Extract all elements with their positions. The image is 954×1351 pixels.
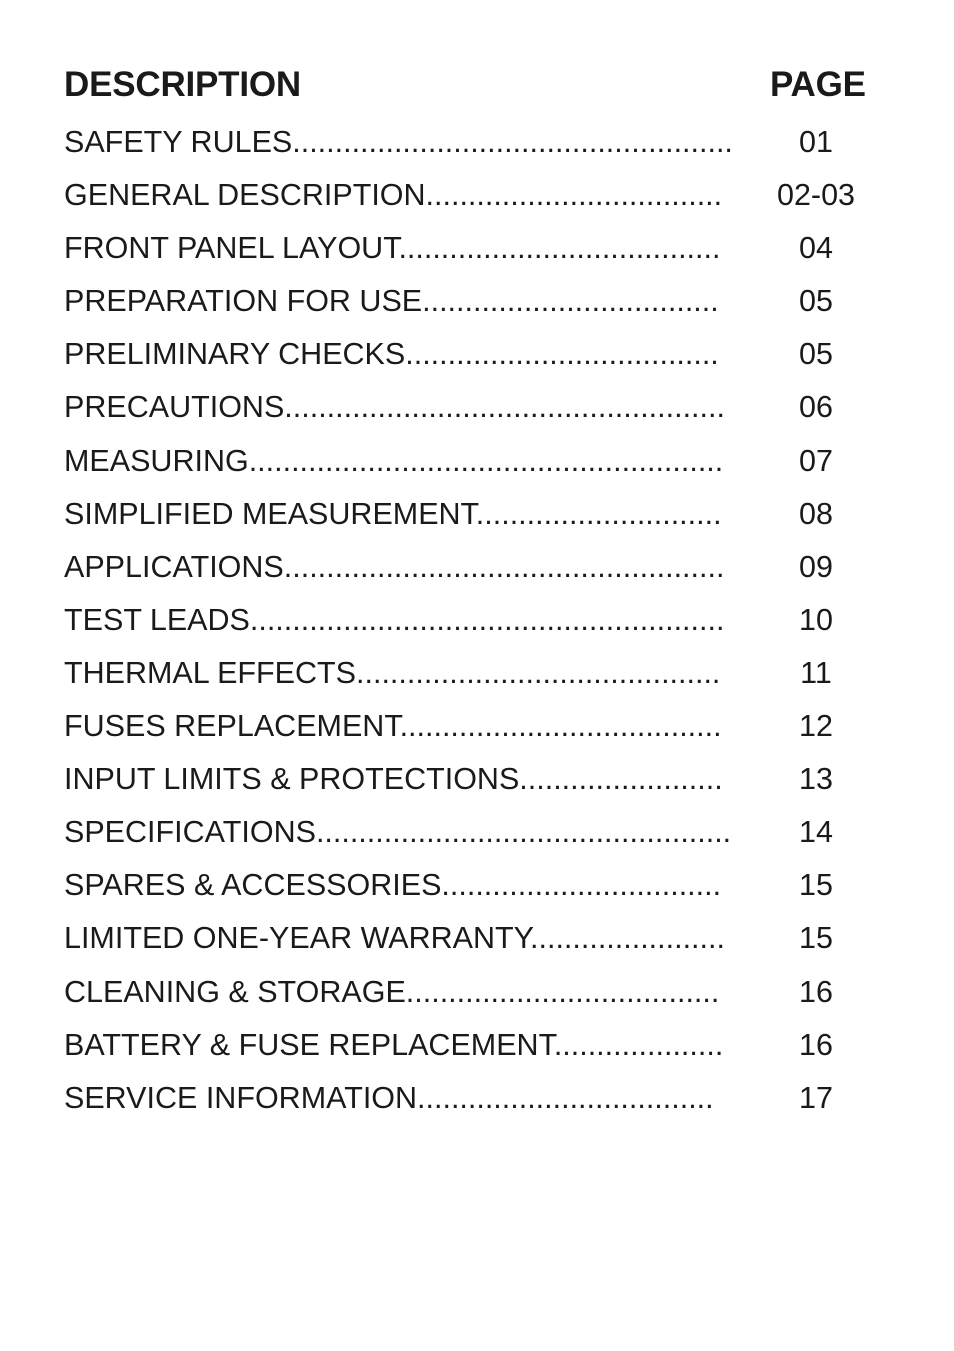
- toc-entry-label: APPLICATIONS....................................................: [64, 549, 725, 584]
- toc-entry-label: SPECIFICATIONS.................................................: [64, 815, 732, 850]
- toc-entry: [64, 962, 884, 1015]
- description-column-heading: DESCRIPTION: [64, 65, 301, 104]
- toc-entry: [64, 484, 884, 537]
- toc-entry-page: 14: [799, 815, 833, 850]
- toc-entry-label: FUSES REPLACEMENT......................................: [64, 709, 722, 744]
- toc-entry-page: 02-03: [776, 178, 855, 213]
- toc-entry-label: MEASURING........................................................: [64, 443, 724, 478]
- toc-entry-label: BATTERY & FUSE REPLACEMENT....................: [64, 1027, 724, 1062]
- toc-entry: [64, 431, 884, 484]
- toc-entry-label: SIMPLIFIED MEASUREMENT.............................: [64, 496, 722, 531]
- toc-entry-page: 01: [799, 125, 833, 159]
- toc-entry: [64, 643, 884, 696]
- toc-entry-page: 07: [799, 443, 833, 478]
- toc-entry: [64, 908, 884, 961]
- toc-entry: [64, 537, 884, 590]
- toc-entry: [64, 271, 884, 324]
- toc-entry-label: SERVICE INFORMATION...................................: [64, 1080, 714, 1115]
- toc-entry-page: 06: [799, 390, 833, 425]
- toc-entry-page: 10: [799, 602, 833, 637]
- toc-entry: [64, 590, 884, 643]
- table-of-contents: [64, 60, 884, 1121]
- toc-entry: [64, 1015, 884, 1068]
- toc-entry-label: THERMAL EFFECTS...........................................: [64, 655, 721, 690]
- toc-entry-label: INPUT LIMITS & PROTECTIONS........................: [64, 762, 723, 797]
- toc-entry-page: 05: [799, 337, 833, 372]
- toc-entry-page: 16: [799, 1027, 833, 1062]
- toc-entry-page: 08: [799, 496, 833, 531]
- toc-entry-page: 12: [799, 709, 833, 744]
- toc-entry-page: 11: [800, 655, 832, 690]
- toc-entry-page: 13: [799, 762, 833, 797]
- toc-entry-label: LIMITED ONE-YEAR WARRANTY.......................: [64, 921, 725, 956]
- toc-entry-label: CLEANING & STORAGE.....................................: [64, 974, 720, 1009]
- toc-entry: [64, 855, 884, 908]
- toc-entry-label: SAFETY RULES....................................................: [64, 125, 733, 159]
- page-column-heading: PAGE: [770, 65, 866, 104]
- toc-entry: [64, 218, 884, 271]
- toc-entry-label: PREPARATION FOR USE...................................: [64, 284, 719, 319]
- toc-list: [64, 112, 884, 1121]
- toc-entry: [64, 377, 884, 430]
- toc-entry-label: SPARES & ACCESSORIES.................................: [64, 868, 722, 903]
- toc-entry: [64, 324, 884, 377]
- toc-entry-page: 09: [799, 549, 833, 584]
- toc-entry: [64, 165, 884, 218]
- toc-entry-label: PRELIMINARY CHECKS.....................................: [64, 337, 719, 372]
- toc-entry-page: 17: [799, 1080, 833, 1115]
- toc-entry: [64, 696, 884, 749]
- toc-entry-label: GENERAL DESCRIPTION...................................: [64, 178, 723, 213]
- toc-entry-page: 04: [799, 231, 833, 266]
- toc-entry: [64, 112, 884, 165]
- toc-entry-label: TEST LEADS........................................................: [64, 602, 725, 637]
- toc-entry-label: PRECAUTIONS....................................................: [64, 390, 725, 425]
- toc-entry: [64, 1068, 884, 1121]
- toc-entry: [64, 749, 884, 802]
- toc-entry: [64, 802, 884, 855]
- toc-entry-label: FRONT PANEL LAYOUT......................................: [64, 231, 721, 266]
- toc-entry-page: 16: [799, 974, 833, 1009]
- toc-header: [64, 60, 884, 112]
- toc-entry-page: 15: [799, 921, 833, 956]
- toc-entry-page: 15: [799, 868, 833, 903]
- toc-entry-page: 05: [799, 284, 833, 319]
